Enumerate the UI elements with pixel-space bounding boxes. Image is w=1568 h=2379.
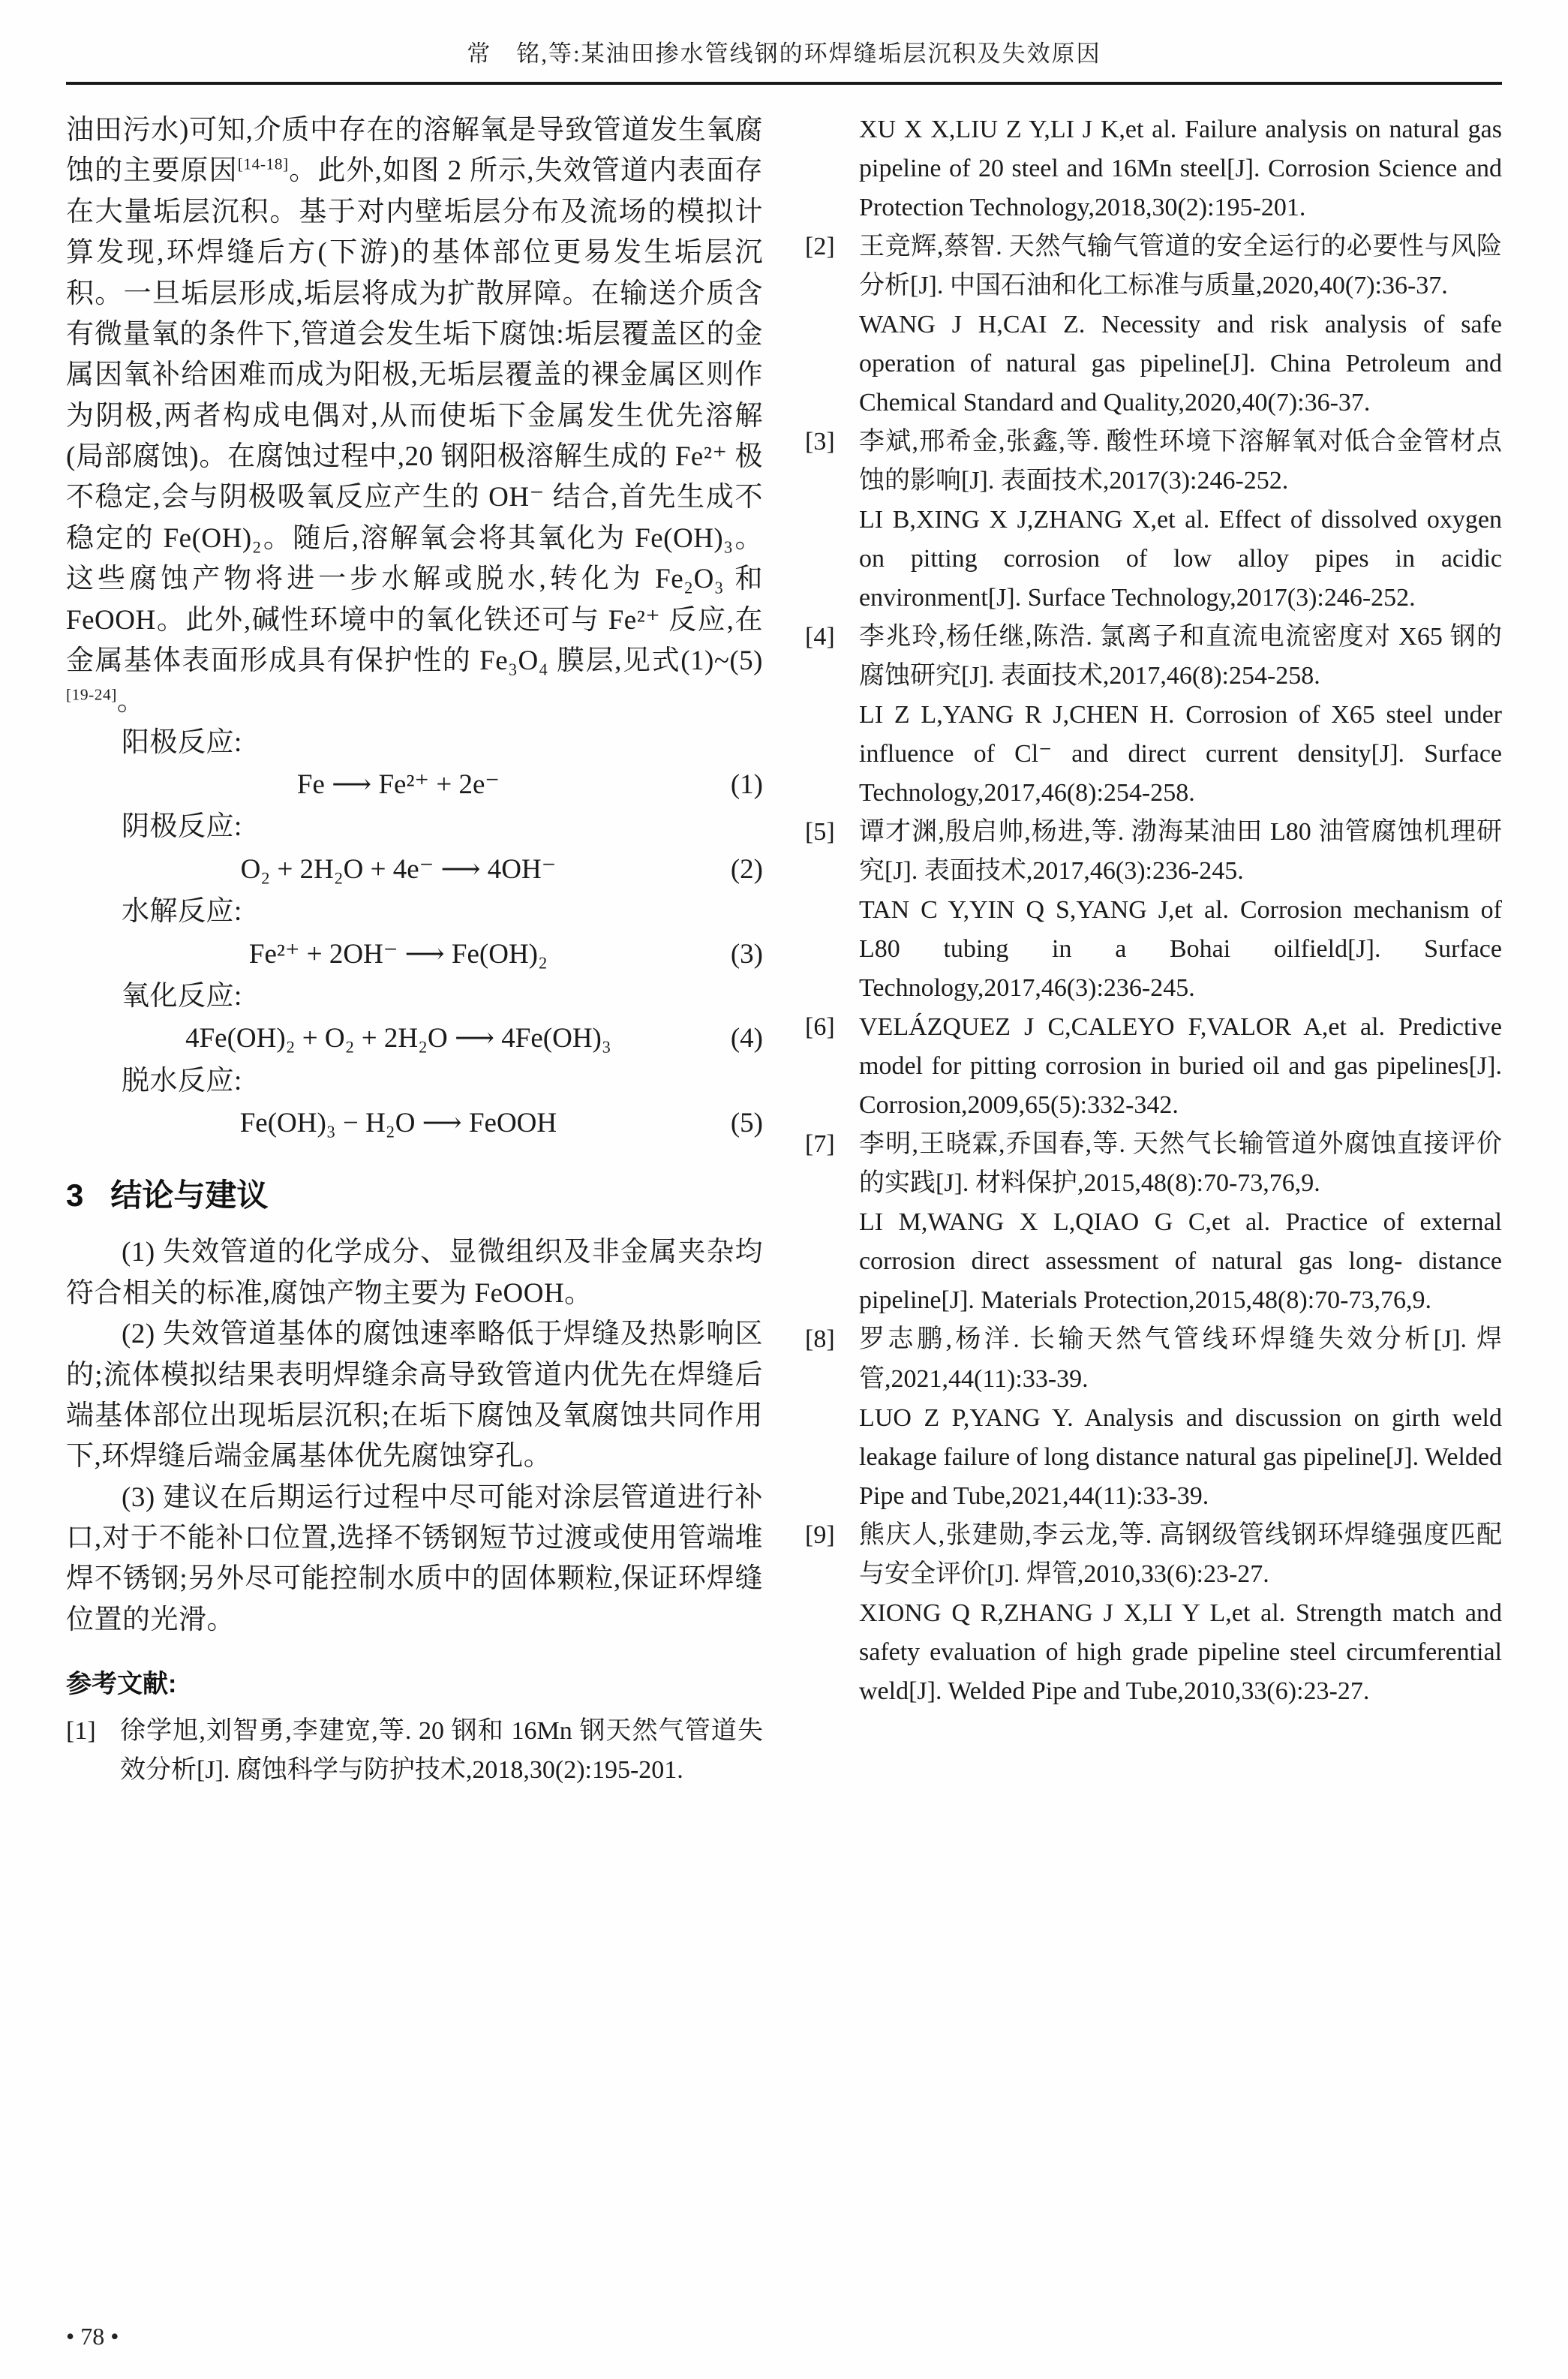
reference-entry-7	[805, 1125, 1502, 1320]
paragraph-text: 油田污水)可知,介质中存在的溶解氧是导致管道发生氧腐蚀的主要原因	[66, 115, 763, 187]
equation-5	[66, 1103, 763, 1144]
page-header	[0, 0, 1568, 68]
equation-body: Fe²⁺ + 2OH⁻ ⟶ Fe(OH)₂	[248, 938, 548, 970]
equation-body: O₂ + 2H₂O + 4e⁻ ⟶ 4OH⁻	[240, 853, 557, 885]
reference-entry-9	[805, 1516, 1502, 1711]
paragraph-text: 。此外,如图 2 所示,失效管道内表面存在大量垢层沉积。基于对内壁垢层分布及流场的模拟计算发现,环焊缝后方(下游)的基体部位更易发生垢层沉积。一旦垢层形成,垢层将成为扩散屏障。在输送介质含有微量氧的条件下,管道会发生垢下腐蚀:垢层覆盖区的金属因氧补给困难而成为阳极,无垢层覆盖的裸金属区则作为阴极,两者构成电偶对,从而使垢下金属发生优先溶解(局部腐蚀)。在腐蚀过程中,20 钢阳极溶解生成的 Fe²⁺ 极不稳定,会与阴极吸氧反应产生的 OH⁻ 结合,首先生成不稳定的 Fe(OH)₂。随后,溶解氧会将其氧化为 Fe(OH)₃。这些腐蚀产物将进一步水解或脱水,转化为 Fe₂O₃ 和 FeOOH。此外,碱性环境中的氧化铁还可与 Fe²⁺ 反应,在金属基体表面形成具有保护性的 Fe₃O₄ 膜层,见式(1)~(5)	[66, 155, 764, 676]
reference-number: [9]	[805, 1520, 835, 1549]
two-column-content	[0, 85, 1568, 1790]
reference-text-en: LI B,XING X J,ZHANG X,et al. Effect of dissolved oxygen on pitting corrosion of low alloy pipes in acidic environment[J]. Surface Technology,2017(3):246-252.	[859, 506, 1502, 612]
left-column	[66, 110, 763, 1790]
reference-text-en: TAN C Y,YIN Q S,YANG J,et al. Corrosion mechanism of L80 tubing in a Bohai oilfield[J]. Surface Technology,2017,46(3):236-245.	[859, 896, 1502, 1003]
section-title: 结论与建议	[110, 1177, 269, 1214]
equation-label-oxidation: 氧化反应:	[122, 980, 242, 1012]
reference-entry-2	[805, 227, 1502, 423]
equation-number: (5)	[730, 1108, 763, 1138]
equation-4	[66, 1018, 763, 1059]
equation-label-hydrolysis: 水解反应:	[122, 896, 242, 928]
reference-entry-3	[805, 423, 1502, 618]
equation-number: (1)	[730, 769, 763, 800]
reference-number: [3]	[805, 428, 835, 456]
section-heading	[66, 1171, 763, 1216]
equation-number: (3)	[730, 938, 763, 970]
equation-body: Fe(OH)₃ − H₂O ⟶ FeOOH	[239, 1108, 557, 1138]
reference-entry-1-continuation	[805, 110, 1502, 227]
reference-number: [2]	[805, 233, 835, 261]
reference-text-en: VELÁZQUEZ J C,CALEYO F,VALOR A,et al. Predictive model for pitting corrosion in buried oil and gas pipelines[J]. Corrosion,2009,65(5):332-342.	[859, 1013, 1502, 1120]
body-paragraph	[66, 110, 763, 723]
reference-text-en: LI Z L,YANG R J,CHEN H. Corrosion of X65 steel under influence of Cl⁻ and direct current density[J]. Surface Technology,2017,46(8):254-258.	[859, 701, 1502, 808]
reference-number: [4]	[805, 623, 835, 651]
paragraph-text: 。	[116, 686, 146, 717]
reference-number: [6]	[805, 1013, 835, 1042]
reference-text-en: WANG J H,CAI Z. Necessity and risk analysis of safe operation of natural gas pipeline[J]. China Petroleum and Chemical Standard and Quality,2020,40(7):36-37.	[859, 311, 1502, 417]
reference-text-cn: 谭才渊,殷启帅,杨进,等. 渤海某油田 L80 油管腐蚀机理研究[J]. 表面技术,2017,46(3):236-245.	[859, 818, 1502, 886]
reference-text-en: XU X X,LIU Z Y,LI J K,et al. Failure analysis on natural gas pipeline of 20 steel and 16Mn steel[J]. Corrosion Science and Protection Technology,2018,30(2):195-201.	[859, 116, 1502, 222]
conclusion-paragraph-2: (2) 失效管道基体的腐蚀速率略低于焊缝及热影响区的;流体模拟结果表明焊缝余高导致管道内优先在焊缝后端基体部位出现垢层沉积;在垢下腐蚀及氧腐蚀共同作用下,环焊缝后端金属基体优先腐蚀穿孔。	[66, 1319, 763, 1472]
equation-2	[66, 850, 763, 890]
reference-number: [5]	[805, 818, 835, 847]
reference-text-cn: 罗志鹏,杨洋. 长输天然气管线环焊缝失效分析[J]. 焊管,2021,44(11):33-39.	[859, 1325, 1502, 1393]
equation-label-anode: 阳极反应:	[122, 726, 242, 758]
reference-text-en: LI M,WANG X L,QIAO G C,et al. Practice of external corrosion direct assessment of natural gas long- distance pipeline[J]. Materials Protection,2015,48(8):70-73,76,9.	[859, 1208, 1502, 1315]
reference-text-cn: 熊庆人,张建勋,李云龙,等. 高钢级管线钢环焊缝强度匹配与安全评价[J]. 焊管,2010,33(6):23-27.	[859, 1520, 1502, 1588]
equation-body: 4Fe(OH)₂ + O₂ + 2H₂O ⟶ 4Fe(OH)₃	[185, 1023, 611, 1054]
reference-number: [8]	[805, 1325, 835, 1354]
equation-label-dehydration: 脱水反应:	[122, 1065, 242, 1096]
running-title: 常 铭,等:某油田掺水管线钢的环焊缝垢层沉积及失效原因	[467, 41, 1101, 67]
equation-number: (2)	[730, 853, 763, 885]
right-column	[805, 110, 1502, 1790]
references-heading: 参考文献:	[66, 1670, 177, 1699]
reference-number: [7]	[805, 1130, 835, 1159]
reference-entry-8	[805, 1320, 1502, 1515]
citation-superscript: [19-24]	[66, 685, 117, 704]
reference-entry-1	[66, 1712, 763, 1790]
reference-text-cn: 李斌,邢希金,张鑫,等. 酸性环境下溶解氧对低合金管材点蚀的影响[J]. 表面技术,2017(3):246-252.	[859, 428, 1502, 495]
section-number: 3	[66, 1177, 84, 1214]
page-number: • 78 •	[66, 2323, 119, 2350]
reference-text-cn: 李兆玲,杨任继,陈浩. 氯离子和直流电流密度对 X65 钢的腐蚀研究[J]. 表面技术,2017,46(8):254-258.	[859, 623, 1502, 690]
reference-number: [1]	[66, 1717, 96, 1746]
reference-text-en: LUO Z P,YANG Y. Analysis and discussion on girth weld leakage failure of long distance natural gas pipeline[J]. Welded Pipe and Tube,2021,44(11):33-39.	[859, 1403, 1502, 1510]
reference-text-cn: 王竞辉,蔡智. 天然气输气管道的安全运行的必要性与风险分析[J]. 中国石油和化工标准与质量,2020,40(7):36-37.	[859, 233, 1502, 300]
reference-entry-6	[805, 1008, 1502, 1125]
equation-body: Fe ⟶ Fe²⁺ + 2e⁻	[296, 769, 500, 800]
reference-text-cn: 李明,王晓霖,乔国春,等. 天然气长输管道外腐蚀直接评价的实践[J]. 材料保护,2015,48(8):70-73,76,9.	[859, 1130, 1502, 1198]
equation-3	[66, 934, 763, 975]
equation-number: (4)	[730, 1023, 763, 1054]
reference-text-cn: 徐学旭,刘智勇,李建宽,等. 20 钢和 16Mn 钢天然气管道失效分析[J]. 腐蚀科学与防护技术,2018,30(2):195-201.	[120, 1717, 763, 1785]
reference-entry-5	[805, 813, 1502, 1008]
conclusion-paragraph-3: (3) 建议在后期运行过程中尽可能对涂层管道进行补口,对于不能补口位置,选择不锈钢短节过渡或使用管端堆焊不锈钢;另外尽可能控制水质中的固体颗粒,保证环焊缝位置的光滑。	[66, 1481, 763, 1635]
citation-superscript: [14-18]	[237, 155, 289, 174]
reference-text-en: XIONG Q R,ZHANG J X,LI Y L,et al. Strength match and safety evaluation of high grade pipeline steel circumferential weld[J]. Welded Pipe and Tube,2010,33(6):23-27.	[859, 1599, 1502, 1705]
reference-entry-4	[805, 618, 1502, 813]
equation-label-cathode: 阴极反应:	[122, 811, 242, 843]
conclusion-paragraph-1: (1) 失效管道的化学成分、显微组织及非金属夹杂均符合相关的标准,腐蚀产物主要为 FeOOH。	[66, 1237, 763, 1309]
equation-1	[66, 765, 763, 805]
